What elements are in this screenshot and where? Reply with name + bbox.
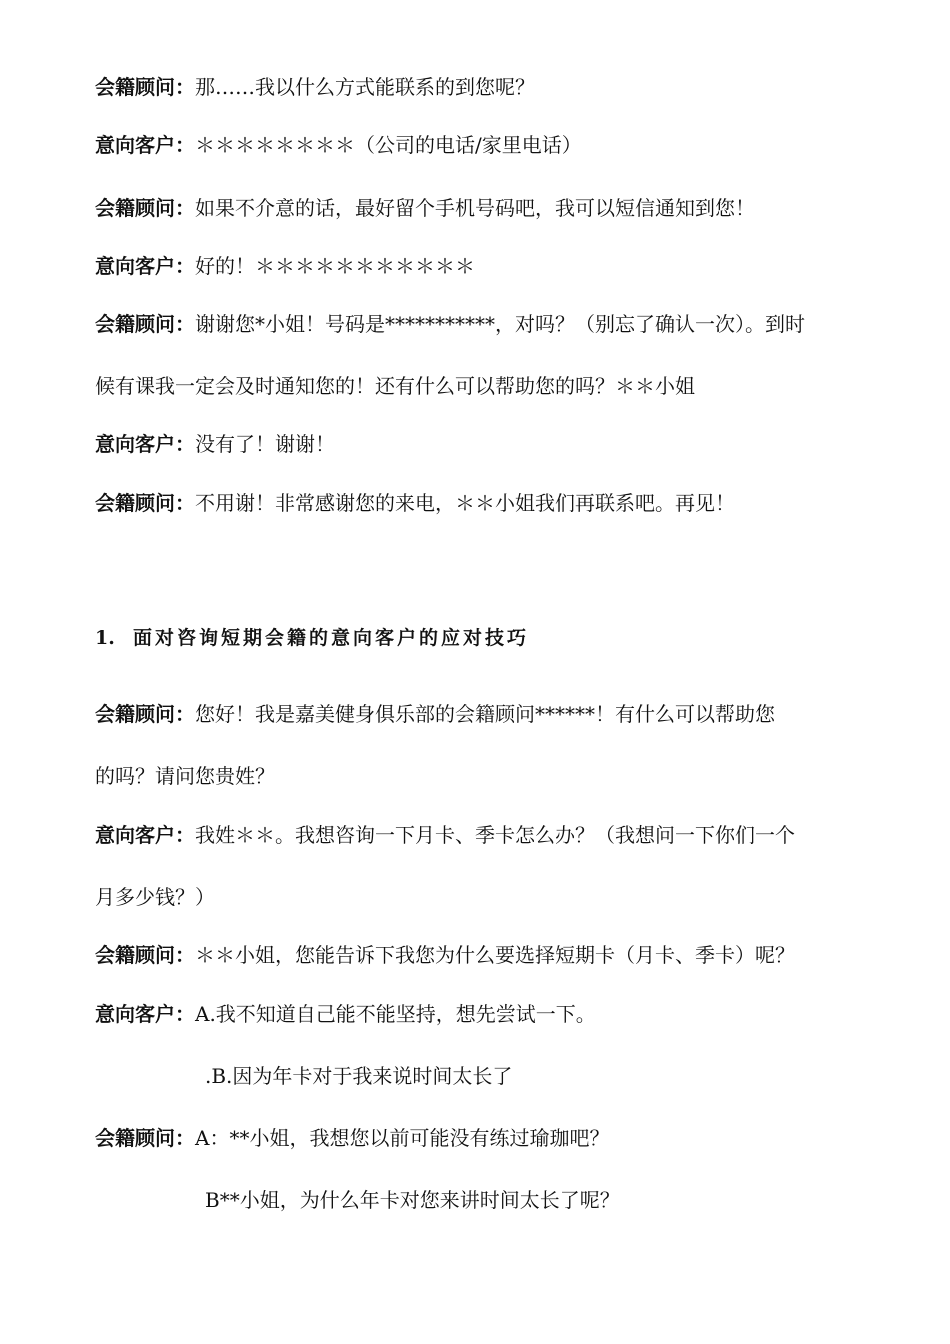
- dialogue-text: 那……我以什么方式能联系的到您呢？: [195, 75, 535, 99]
- dialogue-text: ＊＊＊＊＊＊＊＊（公司的电话/家里电话）: [195, 133, 582, 157]
- speaker-label: 意向客户：: [95, 823, 195, 847]
- section-title: 面对咨询短期会籍的意向客户的应对技巧: [133, 627, 530, 649]
- dialogue-continuation: [95, 883, 875, 911]
- dialogue-line: [95, 131, 875, 159]
- speaker-label: 会籍顾问：: [95, 1126, 195, 1150]
- speaker-label: 意向客户：: [95, 432, 195, 456]
- dialogue-text: A.我不知道自己能不能坚持，想先尝试一下。: [195, 1002, 596, 1026]
- speaker-label: 会籍顾问：: [95, 491, 195, 515]
- dialogue-text: 谢谢您*小姐！号码是***********，对吗？（别忘了确认一次）。到时: [195, 312, 805, 336]
- speaker-label: 会籍顾问：: [95, 312, 195, 336]
- dialogue-continuation: [95, 762, 875, 790]
- dialogue-line: [95, 489, 875, 517]
- speaker-label: 意向客户：: [95, 133, 195, 157]
- dialogue-text: .B.因为年卡对于我来说时间太长了: [205, 1064, 513, 1088]
- dialogue-option: [205, 1062, 950, 1090]
- speaker-label: 会籍顾问：: [95, 702, 195, 726]
- dialogue-line: [95, 252, 875, 280]
- dialogue-continuation: [95, 372, 875, 400]
- speaker-label: 会籍顾问：: [95, 196, 195, 220]
- dialogue-text: B**小姐，为什么年卡对您来讲时间太长了呢？: [205, 1188, 620, 1212]
- dialogue-text: 没有了！谢谢！: [195, 432, 335, 456]
- dialogue-line: [95, 821, 875, 849]
- dialogue-line: [95, 310, 875, 338]
- speaker-label: 意向客户：: [95, 254, 195, 278]
- dialogue-line: [95, 1000, 875, 1028]
- dialogue-text: 您好！我是嘉美健身俱乐部的会籍顾问******！有什么可以帮助您: [195, 702, 775, 726]
- dialogue-text: 候有课我一定会及时通知您的！还有什么可以帮助您的吗？＊＊小姐: [95, 374, 695, 398]
- dialogue-text: 我姓＊＊。我想咨询一下月卡、季卡怎么办？（我想问一下你们一个: [195, 823, 795, 847]
- dialogue-line: [95, 700, 875, 728]
- dialogue-text: A：**小姐，我想您以前可能没有练过瑜珈吧？: [195, 1126, 610, 1150]
- dialogue-text: 的吗？请问您贵姓？: [95, 764, 275, 788]
- dialogue-line: [95, 1124, 875, 1152]
- speaker-label: 会籍顾问：: [95, 75, 195, 99]
- dialogue-line: [95, 73, 875, 101]
- dialogue-line: [95, 194, 875, 222]
- dialogue-text: ＊＊小姐，您能告诉下我您为什么要选择短期卡（月卡、季卡）呢？: [195, 943, 795, 967]
- speaker-label: 会籍顾问：: [95, 943, 195, 967]
- dialogue-text: 月多少钱？）: [95, 885, 215, 909]
- section-number: 1.: [95, 627, 115, 649]
- dialogue-line: [95, 941, 875, 969]
- dialogue-option: [205, 1186, 950, 1214]
- section-heading: [95, 624, 875, 652]
- dialogue-text: 好的！＊＊＊＊＊＊＊＊＊＊＊: [195, 254, 475, 278]
- dialogue-text: 如果不介意的话，最好留个手机号码吧，我可以短信通知到您！: [195, 196, 755, 220]
- dialogue-line: [95, 430, 875, 458]
- dialogue-text: 不用谢！非常感谢您的来电，＊＊小姐我们再联系吧。再见！: [195, 491, 735, 515]
- speaker-label: 意向客户：: [95, 1002, 195, 1026]
